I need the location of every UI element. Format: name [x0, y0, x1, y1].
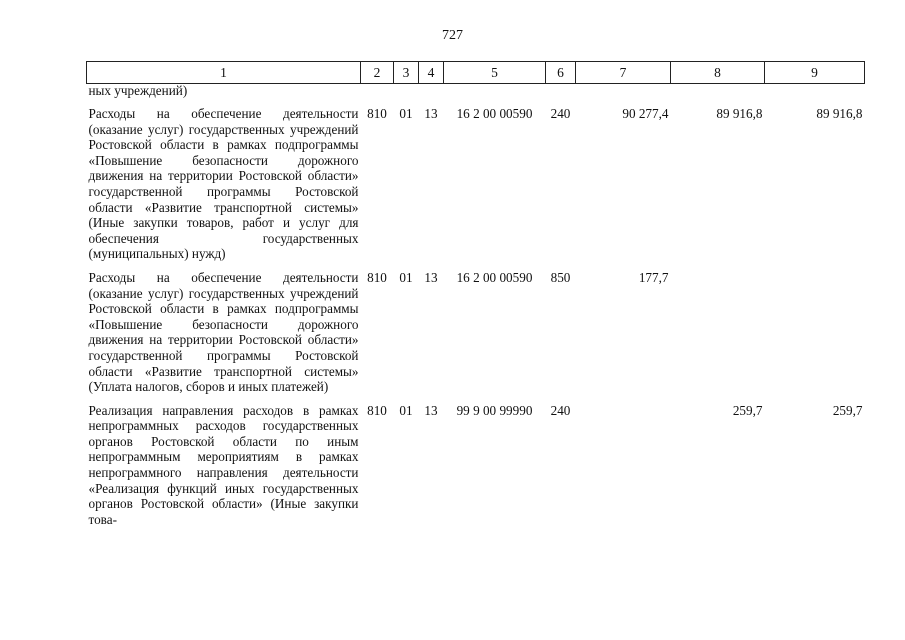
- budget-table: [86, 61, 865, 535]
- table-row: [87, 270, 865, 403]
- continuation-row: [87, 84, 865, 99]
- column-header-2: 2: [361, 62, 394, 84]
- row-description: Реализация направления расходов в рамках непрограммных расходов государственных органов Ростовской области по иным непрограммным мероприятиям в рамках непрограммного направления деятельности «Реализация функций иных государственных органов Ростовской области» (Иные закупки това-: [88, 402, 359, 527]
- cell-target-article: 99 9 00 99990: [456, 402, 533, 418]
- cell-expense-type: 240: [550, 402, 571, 418]
- column-header-4: 4: [419, 62, 444, 84]
- row-description: Расходы на обеспечение деятельности (оказание услуг) государственных учреждений Ростовской области в рамках подпрограммы «Повышение безопасности дорожного движения на территории Ростовской области» государственной программы Ростовской области «Развитие транспортной системы» (Уплата налогов, сборов и иных платежей): [88, 269, 359, 395]
- cell-amount-year2: 89 916,8: [716, 106, 763, 121]
- cell-target-article: 16 2 00 00590: [456, 106, 533, 121]
- cell-section: 01: [399, 269, 413, 285]
- cell-subsection: 13: [424, 269, 438, 285]
- table-row: [87, 98, 865, 106]
- cell-amount-year1: [576, 403, 671, 536]
- column-header-7: 7: [576, 62, 671, 84]
- cell-expense-type: 240: [550, 106, 571, 121]
- cell-ministry-code: 810: [367, 269, 387, 285]
- continuation-text: ных учреждений): [88, 83, 188, 98]
- cell-target-article: 16 2 00 00590: [456, 269, 533, 285]
- column-header-9: 9: [765, 62, 865, 84]
- cell-ministry-code: 810: [367, 106, 387, 121]
- column-header-3: 3: [394, 62, 419, 84]
- cell-ministry-code: 810: [367, 402, 387, 418]
- column-number-header: [87, 62, 865, 84]
- cell-subsection: 13: [424, 402, 438, 418]
- cell-amount-year2: 259,7: [732, 402, 763, 418]
- cell-amount-year1: 177,7: [638, 269, 669, 285]
- cell-amount-year1: 90 277,4: [622, 106, 669, 121]
- cell-amount-year3: [765, 270, 865, 403]
- table-row: [87, 403, 865, 536]
- page-number: 727: [442, 28, 463, 43]
- column-header-8: 8: [671, 62, 765, 84]
- row-description: Расходы на обеспечение деятельности (оказание услуг) государственных учреждений Ростовской области в рамках подпрограммы «Повышение безопасности дорожного движения на территории Ростовской области» государственной программы Ростовской области «Развитие транспортной системы» (Иные закупки товаров, работ и услуг для обеспечения государственных (муниципальных) нужд): [88, 106, 359, 262]
- column-header-6: 6: [546, 62, 576, 84]
- cell-amount-year2: [671, 270, 765, 403]
- column-header-1: 1: [87, 62, 361, 84]
- cell-subsection: 13: [424, 106, 438, 121]
- cell-section: 01: [399, 106, 413, 121]
- cell-section: 01: [399, 402, 413, 418]
- cell-expense-type: 850: [550, 269, 571, 285]
- cell-amount-year3: 259,7: [832, 402, 863, 418]
- column-header-5: 5: [444, 62, 546, 84]
- cell-amount-year3: 89 916,8: [816, 106, 863, 121]
- table-row: [87, 106, 865, 270]
